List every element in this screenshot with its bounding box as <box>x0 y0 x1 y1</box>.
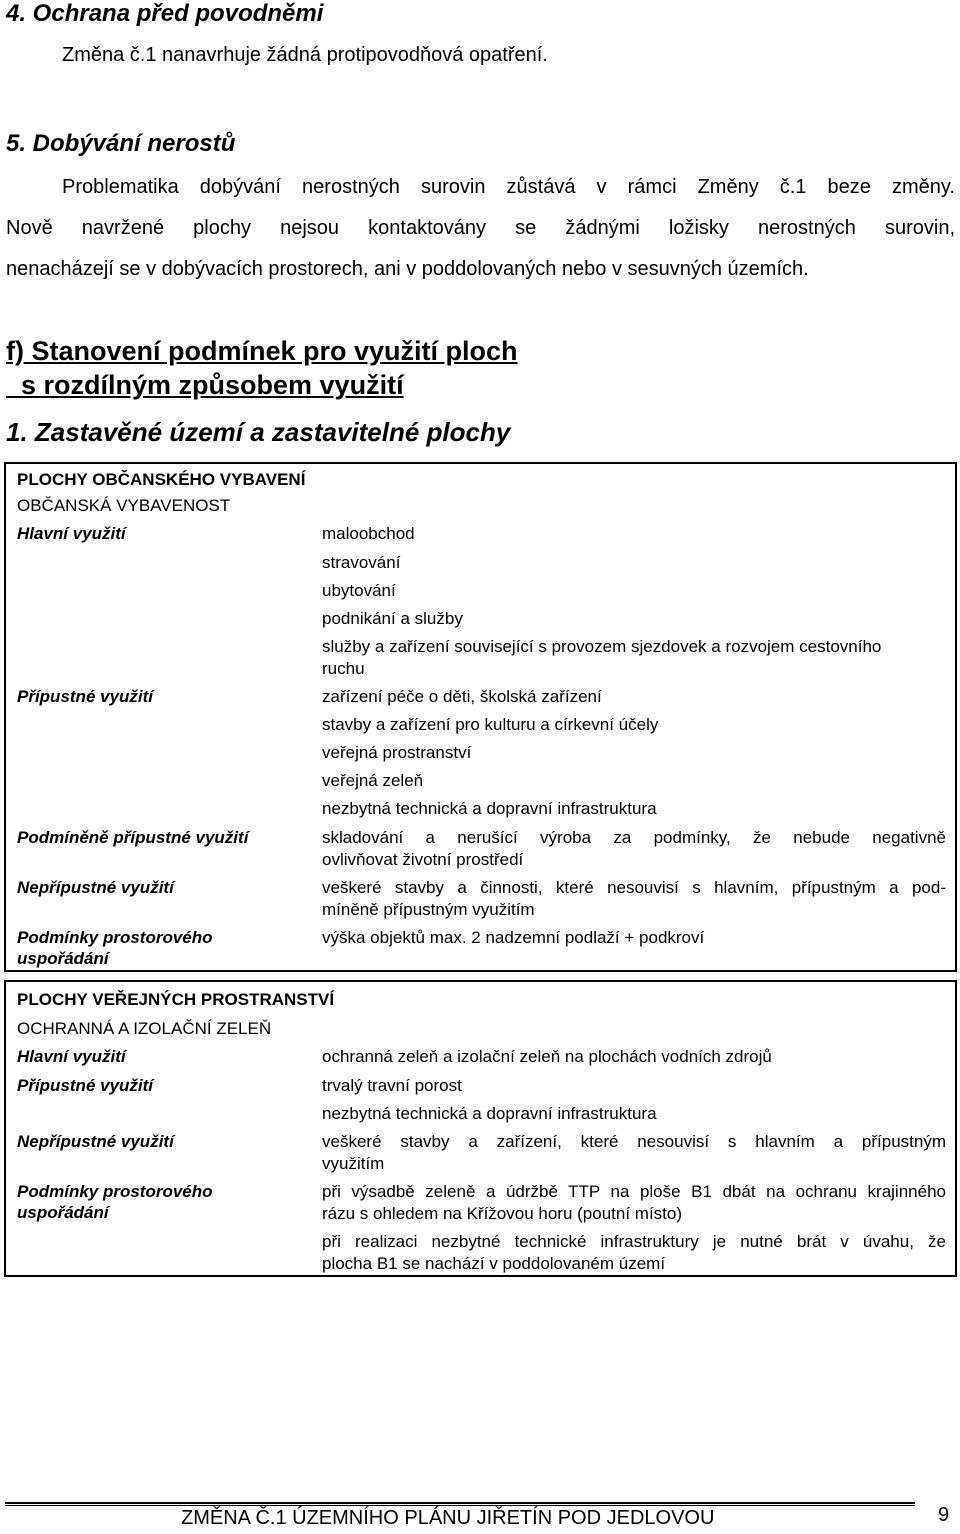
table1-permitted-item: veřejná zeleň <box>322 771 424 790</box>
table1-forbidden-line-1: veškeré stavby a činnosti, které nesouvisí s hlavním, přípustným a pod- <box>322 878 946 897</box>
table1-label-spatial-1: Podmínky prostorového <box>17 928 213 947</box>
table1-conditional-line-2: ovlivňovat životní prostředí <box>322 850 524 869</box>
table2-title: PLOCHY VEŘEJNÝCH PROSTRANSTVÍ <box>17 990 335 1009</box>
table1-forbidden-line-2: míněně přípustným využitím <box>322 900 535 919</box>
section-5-line-2: Nově navržené plochy nejsou kontaktovány se žádnými ložisky nerostných surovin, <box>6 217 955 239</box>
table2-forbidden-line-1: veškeré stavby a zařízení, které nesouvisí s hlavním a přípustným <box>322 1132 946 1151</box>
footer-rule-thin <box>5 1505 915 1506</box>
table1-main-item: ubytování <box>322 581 396 600</box>
section-f-subheading: 1. Zastavěné území a zastavitelné plochy <box>6 417 511 447</box>
section-5-line-3: nenacházejí se v dobývacích prostorech, ani v poddolovaných nebo v sesuvných územích. <box>6 258 809 280</box>
table2-forbidden-line-2: využitím <box>322 1154 385 1173</box>
section-f-heading-line-1: f) Stanovení podmínek pro využití ploch <box>6 336 518 366</box>
table2-permitted-item: trvalý travní porost <box>322 1076 462 1095</box>
table2-spatial-a-line-2: rázu s ohledem na Křížovou horu (poutní místo) <box>322 1204 683 1223</box>
footer-rule <box>5 1502 915 1504</box>
table1-permitted-item: veřejná prostranství <box>322 743 472 762</box>
table1-conditional-line-1: skladování a nerušící výroba za podmínky, že nebude negativně <box>322 828 946 847</box>
table1-permitted-item: stavby a zařízení pro kulturu a církevní účely <box>322 715 659 734</box>
table2-label-spatial-2: uspořádání <box>17 1203 109 1222</box>
table1-permitted-item: zařízení péče o děti, školská zařízení <box>322 687 602 706</box>
table1-main-item: ruchu <box>322 659 365 678</box>
table1-permitted-item: nezbytná technická a dopravní infrastruktura <box>322 799 657 818</box>
footer-title: ZMĚNA Č.1 ÚZEMNÍHO PLÁNU JIŘETÍN POD JEDLOVOU <box>181 1507 715 1529</box>
section-f-heading-line-2: s rozdílným způsobem využití <box>6 370 404 400</box>
section-4-heading: 4. Ochrana před povodněmi <box>6 0 324 27</box>
table2-spatial-b-line-2: plocha B1 se nachází v poddolovaném území <box>322 1254 666 1273</box>
table1-spatial: výška objektů max. 2 nadzemní podlaží + podkroví <box>322 928 705 947</box>
table2-label-permitted: Přípustné využití <box>17 1076 154 1095</box>
table1-main-item: podnikání a služby <box>322 609 463 628</box>
table1-subtitle: OBČANSKÁ VYBAVENOST <box>17 496 231 515</box>
table1-label-main: Hlavní využití <box>17 524 126 543</box>
table2-label-spatial-1: Podmínky prostorového <box>17 1182 213 1201</box>
table1-main-item: maloobchod <box>322 524 415 543</box>
section-5-line-1: Problematika dobývání nerostných surovin zůstává v rámci Změny č.1 beze změny. <box>62 176 955 198</box>
table1-title: PLOCHY OBČANSKÉHO VYBAVENÍ <box>17 470 306 489</box>
table1-label-permitted: Přípustné využití <box>17 687 154 706</box>
table2-main: ochranná zeleň a izolační zeleň na plochách vodních zdrojů <box>322 1047 772 1066</box>
section-5-heading: 5. Dobývání nerostů <box>6 130 236 157</box>
section-4-text: Změna č.1 nanavrhuje žádná protipovodňová opatření. <box>62 44 548 66</box>
table2-permitted-item: nezbytná technická a dopravní infrastruktura <box>322 1104 657 1123</box>
table1-label-forbidden: Nepřípustné využití <box>17 878 174 897</box>
table2-subtitle: OCHRANNÁ A IZOLAČNÍ ZELEŇ <box>17 1019 272 1038</box>
table1-label-conditional: Podmíněně přípustné využití <box>17 828 249 847</box>
table1-main-item: služby a zařízení související s provozem sjezdovek a rozvojem cestovního <box>322 637 882 656</box>
table1-main-item: stravování <box>322 553 401 572</box>
page-number: 9 <box>938 1504 950 1526</box>
table2-spatial-a-line-1: při výsadbě zeleně a údržbě TTP na ploše B1 dbát na ochranu krajinného <box>322 1182 946 1201</box>
table2-spatial-b-line-1: při realizaci nezbytné technické infrastruktury je nutné brát v úvahu, že <box>322 1232 946 1251</box>
table1-label-spatial-2: uspořádání <box>17 949 109 968</box>
table2-label-main: Hlavní využití <box>17 1047 126 1066</box>
table2-label-forbidden: Nepřípustné využití <box>17 1132 174 1151</box>
